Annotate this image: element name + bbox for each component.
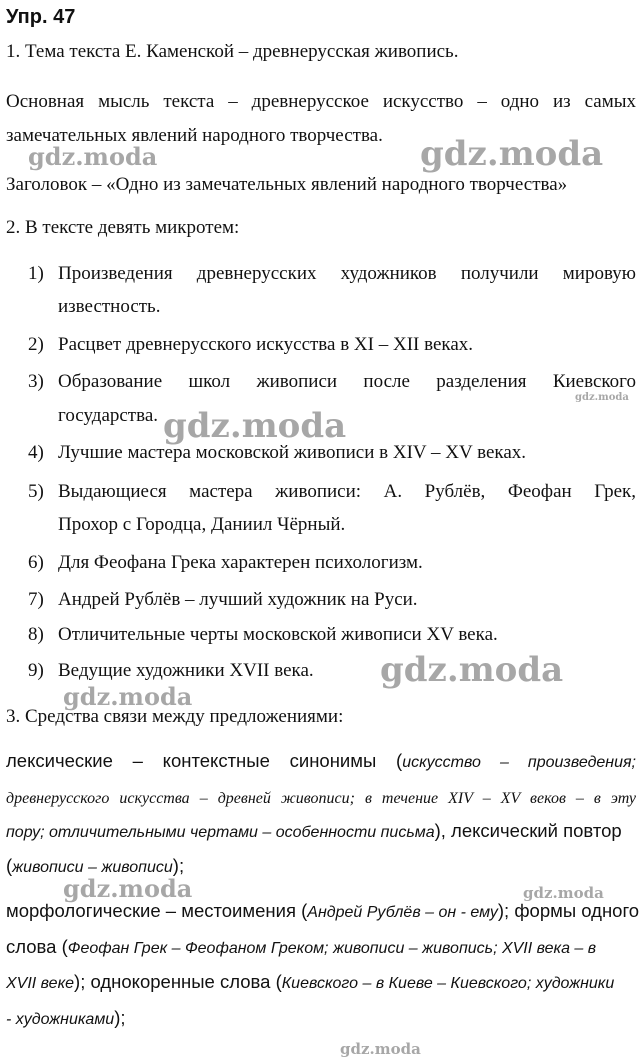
list-item: Лучшие мастера московской живописи в XIV – XV веках. [58,442,527,463]
list-item: Выдающиеся мастера живописи: А. Рублёв, Феофан Грек, [58,481,636,502]
links-intro: 3. Средства связи между предложениями: [6,706,344,727]
list-item: Образование школ живописи после разделения Киевского [58,371,636,392]
list-item: Ведущие художники XVII века. [58,660,314,681]
list-number: 4) [28,442,44,463]
morph-line-1: морфологические – местоимения (Андрей Рублёв – он - ему); формы одного [6,900,640,921]
watermark: gdz.moda [340,1040,421,1058]
exercise-title: Упр. 47 [6,6,76,28]
morph-line-4: - художниками); [6,1007,126,1028]
watermark: gdz.moda [380,650,564,690]
list-item: Расцвет древнерусского искусства в XI – XII веках. [58,334,474,355]
main-idea-line-2: замечательных явлений народного творчества. [6,125,383,146]
watermark: gdz.moda [420,134,604,174]
main-idea-line-1: Основная мысль текста – древнерусское искусство – одно из самых [6,91,636,112]
watermark: gdz.moda [523,884,604,902]
list-number: 9) [28,660,44,681]
list-item: Произведения древнерусских художников получили мировую [58,263,636,284]
morph-line-2: слова (Феофан Грек – Феофаном Греком; живописи – живопись; XVII века – в [6,936,597,957]
list-number: 5) [28,481,44,502]
list-item: Для Феофана Грека характерен психологизм. [58,552,423,573]
list-number: 2) [28,334,44,355]
list-number: 8) [28,624,44,645]
watermark: gdz.moda [575,392,629,403]
lexical-line-1: лексические – контекстные синонимы (искусство – произведения; [6,750,637,771]
list-number: 1) [28,263,44,284]
morph-line-3: XVII веке); однокоренные слова (Киевского – в Киеве – Киевского; художники [6,971,615,992]
heading-line: Заголовок – «Одно из замечательных явлений народного творчества» [6,174,568,195]
theme-line: 1. Тема текста Е. Каменской – древнерусская живопись. [6,41,459,62]
watermark: gdz.moda [63,682,193,711]
list-item: Отличительные черты московской живописи XV века. [58,624,498,645]
list-number: 3) [28,371,44,392]
microthemes-intro: 2. В тексте девять микротем: [6,217,240,238]
lexical-line-3: пору; отличительными чертами – особенности письма), лексический повтор [6,820,622,841]
list-number: 6) [28,552,44,573]
list-number: 7) [28,589,44,610]
list-item-continuation: государства. [58,405,159,426]
list-item-continuation: Прохор с Городца, Даниил Чёрный. [58,514,346,535]
list-item-continuation: известность. [58,296,161,317]
lexical-line-2: древнерусского искусства – древней живописи; в течение XIV – XV веков – в эту [6,790,636,807]
lexical-line-4: (живописи – живописи); [6,855,185,876]
watermark: gdz.moda [163,406,347,446]
watermark: gdz.moda [63,874,193,903]
list-item: Андрей Рублёв – лучший художник на Руси. [58,589,418,610]
watermark: gdz.moda [28,142,158,171]
